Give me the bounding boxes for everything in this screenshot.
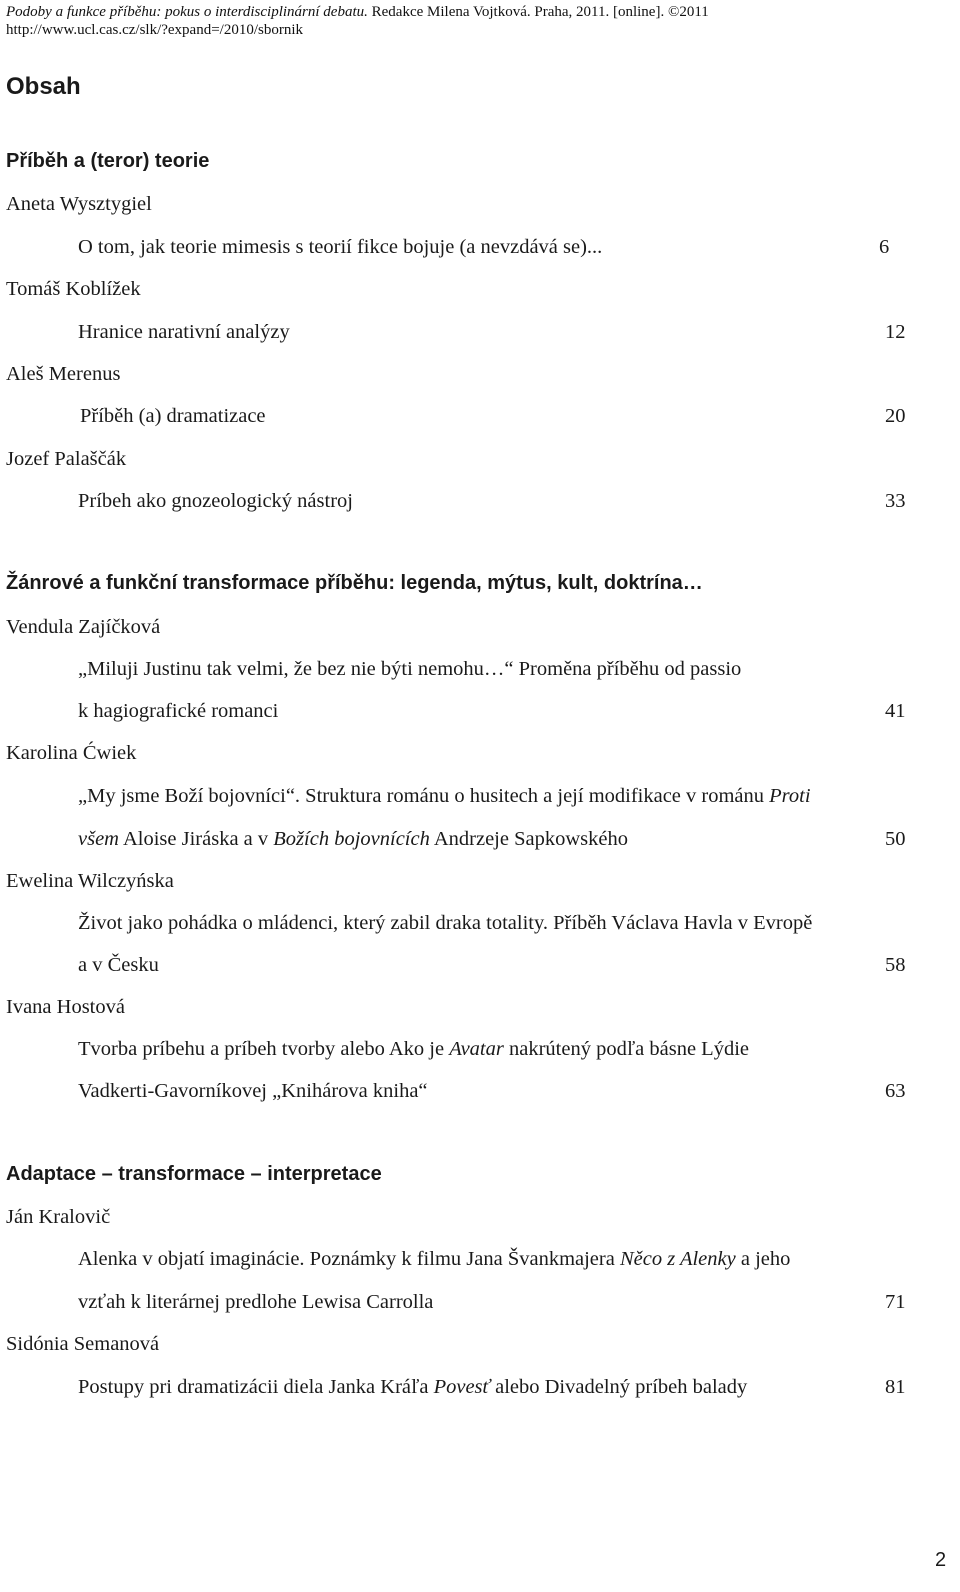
toc-page-number: 12 [885, 321, 906, 343]
toc-author: Vendula Zajíčková [6, 616, 161, 638]
entry-text: Andrzeje Sapkowského [429, 828, 628, 850]
entry-text: „My jsme Boží bojovníci“. Struktura románu o husitech a její modifikace v románu [78, 785, 770, 807]
toc-entry-title[interactable]: O tom, jak teorie mimesis s teorií fikce bojuje (a nevzdává se)... [78, 236, 603, 258]
toc-author: Ewelina Wilczyńska [6, 870, 174, 892]
toc-author: Tomáš Koblížek [6, 278, 141, 300]
entry-text: alebo Divadelný príbeh balady [489, 1376, 748, 1398]
entry-text-italic: Avatar [449, 1038, 504, 1060]
entry-text: Postupy pri dramatizácii diela Janka Kráľa [78, 1376, 434, 1398]
toc-entry-title[interactable] [78, 1248, 790, 1271]
citation-line [6, 4, 709, 21]
toc-entry-title[interactable]: Hranice narativní analýzy [78, 321, 290, 343]
toc-author: Ivana Hostová [6, 996, 125, 1018]
entry-text-italic: Božích bojovnících [273, 828, 430, 850]
toc-entry-title[interactable] [78, 1038, 749, 1061]
toc-page-number: 33 [885, 490, 906, 512]
toc-page-number: 63 [885, 1080, 906, 1102]
section-heading: Příběh a (teror) teorie [6, 150, 210, 172]
toc-entry-title-continued[interactable]: Vadkerti-Gavorníkovej „Knihárova kniha“ [78, 1080, 428, 1102]
toc-entry-title[interactable] [78, 1376, 747, 1399]
entry-text-italic: Proti [769, 785, 811, 807]
toc-page-number: 20 [885, 405, 906, 427]
section-heading: Žánrové a funkční transformace příběhu: legenda, mýtus, kult, doktrína… [6, 572, 703, 594]
entry-text-italic: všem [78, 828, 119, 850]
toc-entry-title-continued[interactable]: k hagiografické romanci [78, 700, 279, 722]
section-heading: Adaptace – transformace – interpretace [6, 1163, 382, 1185]
entry-text: a jeho [735, 1248, 791, 1270]
page-title: Obsah [6, 73, 81, 100]
toc-entry-title[interactable]: Život jako pohádka o mládenci, který zabil draka totality. Příběh Václava Havla v Evropě [78, 912, 813, 934]
toc-author: Ján Kralovič [6, 1206, 111, 1228]
toc-entry-title-continued[interactable] [78, 828, 628, 851]
entry-text-italic: Něco z Alenky [619, 1248, 736, 1270]
toc-author: Aneta Wysztygiel [6, 193, 152, 215]
entry-text: Alenka v objatí imaginácie. Poznámky k filmu Jana Švankmajera [78, 1248, 620, 1270]
source-url[interactable]: http://www.ucl.cas.cz/slk/?expand=/2010/sbornik [6, 22, 304, 38]
toc-entry-title[interactable] [78, 785, 811, 808]
toc-author: Sidónia Semanová [6, 1333, 160, 1355]
toc-entry-title-continued[interactable]: vzťah k literárnej predlohe Lewisa Carrolla [78, 1291, 434, 1313]
toc-page-number: 81 [885, 1376, 906, 1398]
toc-author: Aleš Merenus [6, 363, 121, 385]
toc-page-number: 6 [879, 236, 890, 258]
toc-entry-title[interactable]: Príbeh ako gnozeologický nástroj [78, 490, 353, 512]
citation-title: Podoby a funkce příběhu: pokus o interdisciplinární debatu. [6, 4, 368, 20]
entry-text-italic: Povesť [433, 1376, 490, 1398]
toc-page-number: 58 [885, 954, 906, 976]
entry-text: Aloise Jiráska a v [118, 828, 274, 850]
toc-author: Jozef Palaščák [6, 448, 127, 470]
citation-details: Redakce Milena Vojtková. Praha, 2011. [online]. ©2011 [367, 4, 709, 20]
entry-text: nakrútený podľa básne Lýdie [503, 1038, 749, 1060]
toc-entry-title-continued[interactable]: a v Česku [78, 954, 159, 976]
entry-text: Tvorba príbehu a príbeh tvorby alebo Ako je [78, 1038, 450, 1060]
toc-entry-title[interactable]: „Miluji Justinu tak velmi, že bez nie býti nemohu…“ Proměna příběhu od passio [78, 658, 742, 680]
toc-author: Karolina Ćwiek [6, 742, 137, 764]
toc-entry-title[interactable]: Příběh (a) dramatizace [80, 405, 266, 427]
toc-page-number: 71 [885, 1291, 906, 1313]
toc-page-number: 50 [885, 828, 906, 850]
toc-page-number: 41 [885, 700, 906, 722]
page-number: 2 [935, 1549, 947, 1571]
